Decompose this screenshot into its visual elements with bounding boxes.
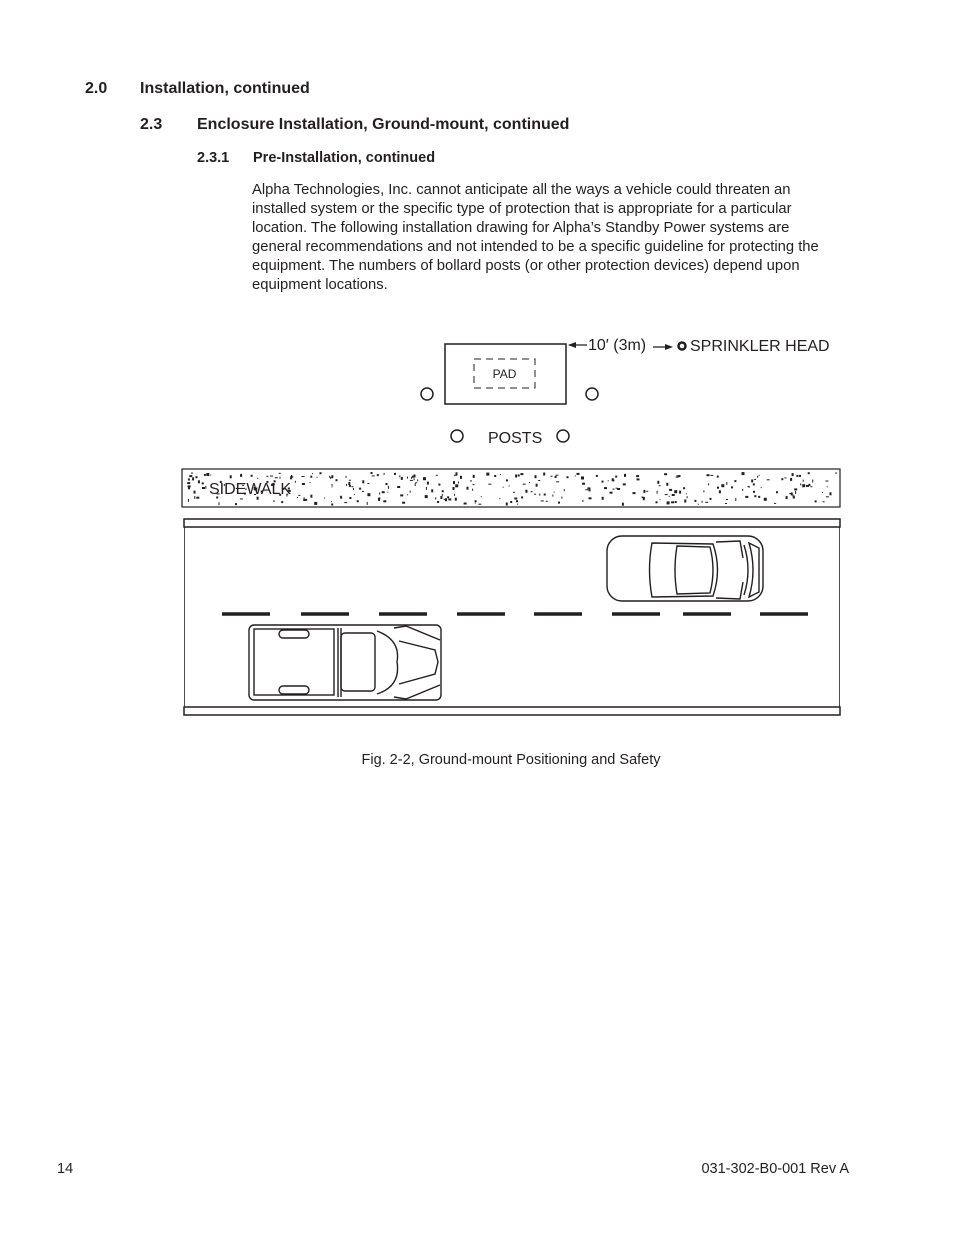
section-title: Enclosure Installation, Ground-mount, continued xyxy=(197,116,570,133)
document-id: 031-302-B0-001 Rev A xyxy=(701,1161,849,1177)
bollard-post xyxy=(451,430,463,442)
section-number: 2.3 xyxy=(140,116,163,133)
section-number: 2.3.1 xyxy=(197,150,230,166)
sprinkler-arrow-head xyxy=(665,344,673,350)
distance-label: 10′ (3m) xyxy=(588,337,647,354)
sprinkler-head-icon xyxy=(679,343,686,350)
pickup-truck-icon xyxy=(249,625,441,700)
road-curb-bottom xyxy=(184,707,840,715)
figure-caption: Fig. 2-2, Ground-mount Positioning and Safety xyxy=(361,752,661,768)
bollard-post xyxy=(421,388,433,400)
posts-label: POSTS xyxy=(488,430,543,447)
page-number: 14 xyxy=(57,1161,74,1177)
section-title: Pre-Installation, continued xyxy=(253,150,436,166)
pad-label: PAD xyxy=(492,367,517,381)
section-number: 2.0 xyxy=(85,80,108,97)
car-icon xyxy=(607,536,763,601)
distance-arrow-head xyxy=(568,342,576,348)
bollard-post xyxy=(557,430,569,442)
body-paragraph: Alpha Technologies, Inc. cannot anticipate all the ways a vehicle could threaten an installed system or the specific type of protection that is appropriate for a particular location. The following installation drawing for Alpha’s Standby Power systems are general recommendations and not intended to be a specific guideline for protecting the equipment. The numbers of bollard posts (or other protection devices) depend upon equipment locations. xyxy=(252,182,819,293)
section-title: Installation, continued xyxy=(140,80,310,97)
sprinkler-label: SPRINKLER HEAD xyxy=(690,338,830,355)
sidewalk-label: SIDEWALK xyxy=(209,481,292,498)
road-curb-top xyxy=(184,519,840,527)
bollard-post xyxy=(586,388,598,400)
